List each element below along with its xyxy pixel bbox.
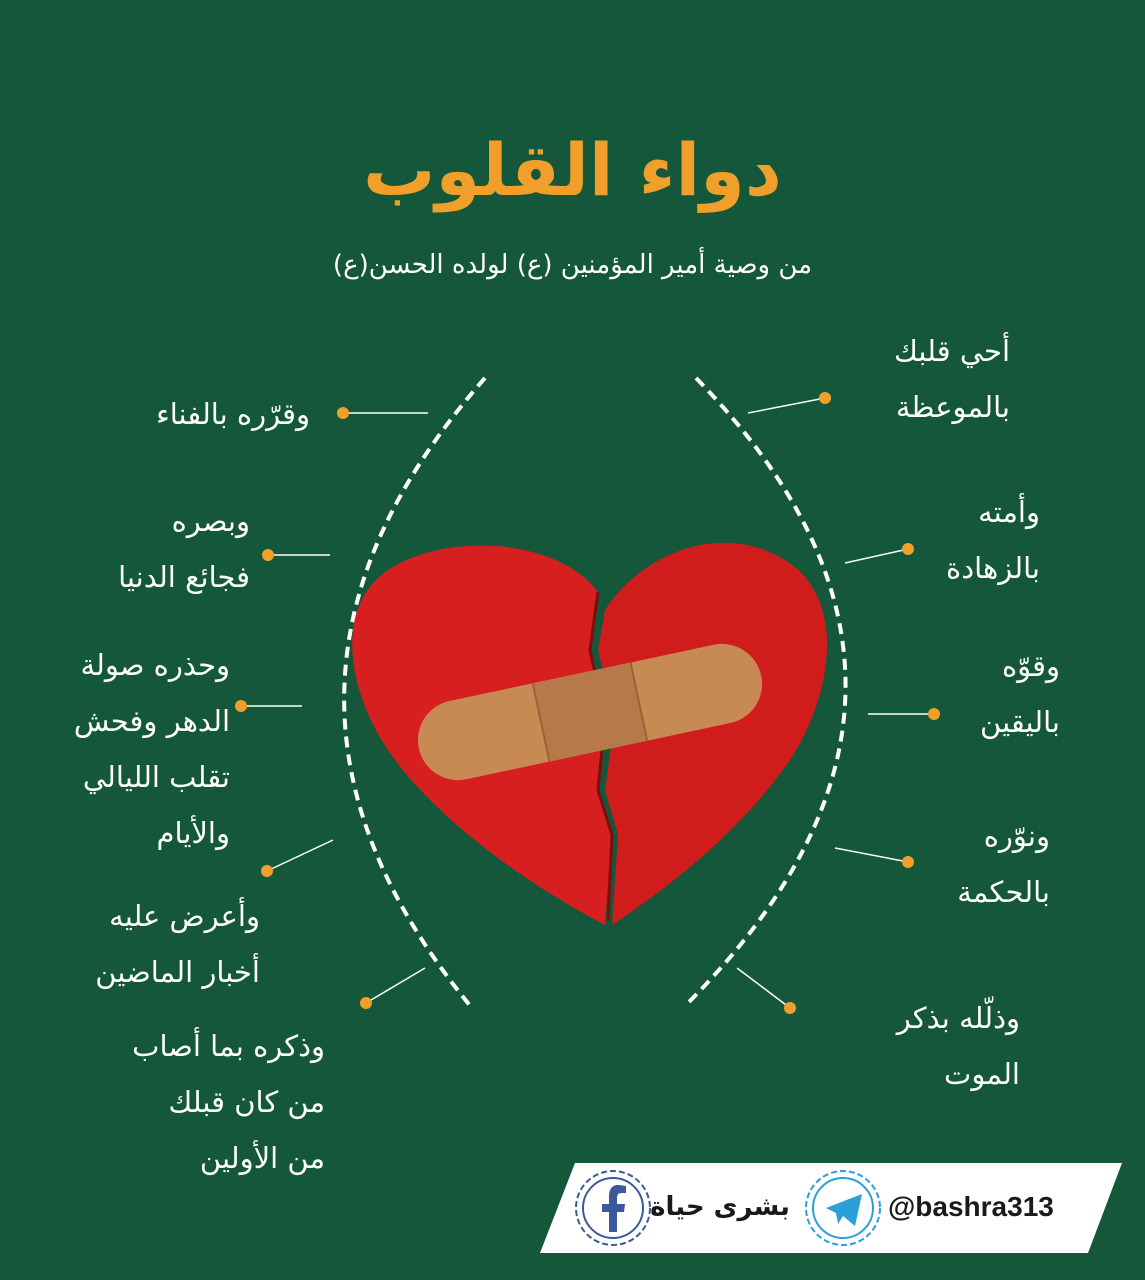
label-illuminate-heart: ونوّره بالحكمة (957, 819, 1050, 909)
label-confirm-heart: وقرّره بالفناء (156, 397, 310, 431)
connector-dot (235, 700, 247, 712)
connector-dot (819, 392, 831, 404)
label-present-heart: وأعرض عليه أخبار الماضين (95, 899, 260, 989)
label-show-heart: وبصره فجائع الدنيا (118, 504, 250, 594)
page-title: دواء القلوب (363, 128, 782, 212)
page-subtitle: من وصية أمير المؤمنين (ع) لولده الحسن(ع) (332, 250, 813, 280)
label-warn-heart: وحذره صولة الدهر وفحش تقلب الليالي والأيام (73, 648, 230, 850)
connector-dot (360, 997, 372, 1009)
label-revive-heart: أحي قلبك بالموعظة (893, 334, 1010, 424)
label-strengthen-heart: وقوّه باليقين (980, 649, 1060, 739)
label-remind-heart: وذكره بما أصاب من كان قبلك من الأولين (132, 1029, 325, 1175)
broken-heart-image (352, 543, 827, 925)
page-name[interactable]: بشرى حياة (650, 1192, 790, 1222)
connector-dot (262, 549, 274, 561)
label-deaden-heart: وأمته بالزهادة (946, 495, 1040, 585)
connector-dot (337, 407, 349, 419)
connector-dot (261, 865, 273, 877)
label-humble-heart: وذلّله بذكر الموت (896, 1001, 1020, 1091)
connector-dot (784, 1002, 796, 1014)
social-handle[interactable]: @bashra313 (888, 1191, 1054, 1222)
